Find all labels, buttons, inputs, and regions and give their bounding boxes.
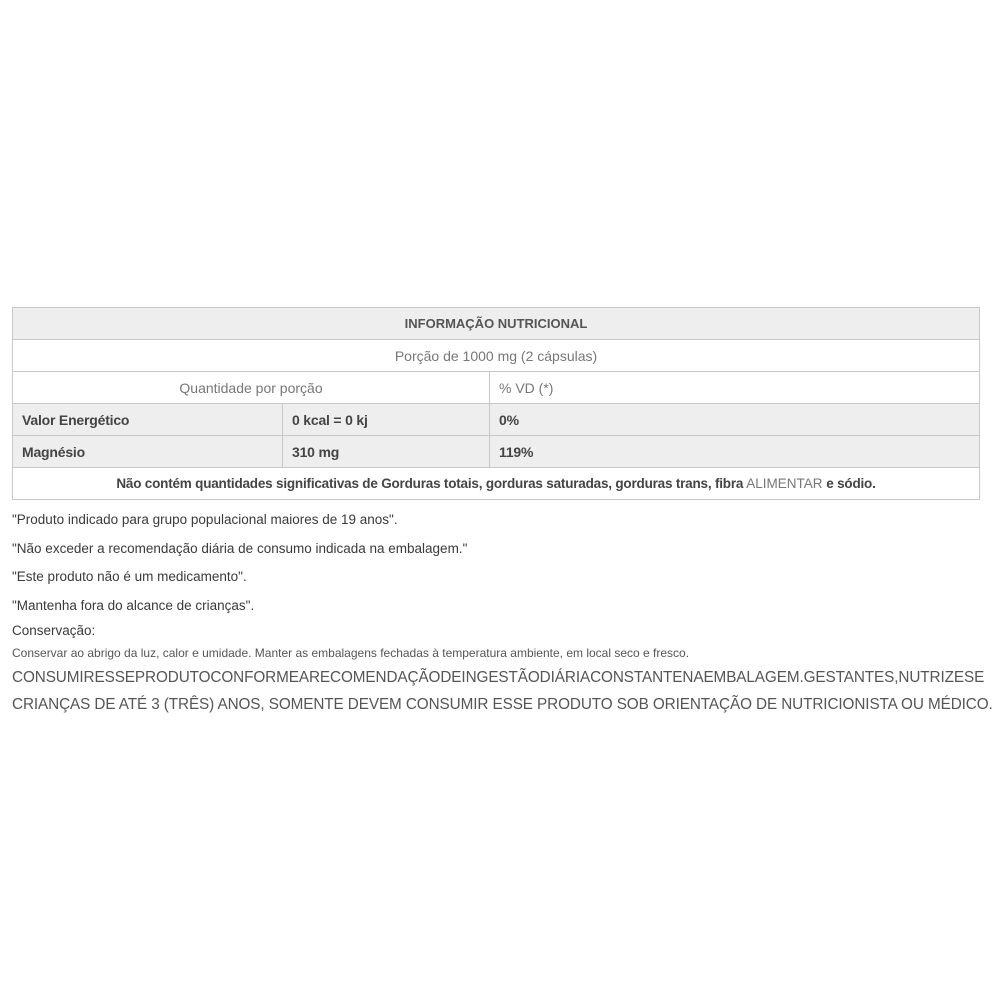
warning-word: ESSE <box>94 669 135 686</box>
conservation-label: Conservação: <box>12 623 96 638</box>
warning-line-1-words <box>12 664 985 691</box>
row-vd: 0% <box>490 404 980 436</box>
row-vd: 119% <box>490 436 980 468</box>
warning-word: NUTRIZES <box>898 669 975 686</box>
row-amount: 0 kcal = 0 kj <box>283 404 490 436</box>
footer-row <box>13 468 980 500</box>
table-title-row <box>13 308 980 340</box>
warning-word: INGESTÃO <box>461 669 540 686</box>
table-row <box>13 436 980 468</box>
nutrition-section <box>12 307 993 718</box>
warning-word: EMBALAGEM. <box>703 669 804 686</box>
warning-word: CONFORME <box>210 669 299 686</box>
note-line: "Mantenha fora do alcance de crianças". <box>12 597 255 613</box>
note-line: "Não exceder a recomendação diária de consumo indicada na embalagem." <box>12 540 468 556</box>
header-quantity: Quantidade por porção <box>13 372 490 404</box>
warning-word: CONSTANTE <box>590 669 683 686</box>
warning-word: PRODUTO <box>134 669 211 686</box>
row-amount: 310 mg <box>283 436 490 468</box>
portion-row <box>13 340 980 372</box>
warning-word: DE <box>440 669 462 686</box>
table-title: INFORMAÇÃO NUTRICIONAL <box>13 308 980 340</box>
row-name: Magnésio <box>13 436 283 468</box>
table-row <box>13 404 980 436</box>
warning-word: E <box>974 669 985 686</box>
warning-word: CONSUMIR <box>12 669 95 686</box>
warning-line-1 <box>12 664 985 691</box>
warning-line-2: CRIANÇAS DE ATÉ 3 (TRÊS) ANOS, SOMENTE DEVEM CONSUMIR ESSE PRODUTO SOB ORIENTAÇÃO DE NUTRICIONISTA OU MÉDICO. <box>12 696 993 713</box>
conservation-text: Conservar ao abrigo da luz, calor e umidade. Manter as embalagens fechadas à temperatura ambiente, em local seco e fresco. <box>12 646 690 660</box>
note-line: "Produto indicado para grupo populacional maiores de 19 anos". <box>12 512 398 527</box>
nutrition-table <box>12 307 980 500</box>
note-line: "Este produto não é um medicamento". <box>12 569 247 584</box>
warning-word: RECOMENDAÇÃO <box>308 669 441 686</box>
footer-light-text: ALIMENTAR <box>746 476 823 491</box>
header-row <box>13 372 980 404</box>
warning-word: A <box>298 669 309 686</box>
notes-block <box>12 506 993 718</box>
warning-word: GESTANTES, <box>803 669 899 686</box>
row-name: Valor Energético <box>13 404 283 436</box>
header-vd: % VD (*) <box>490 372 980 404</box>
footer-end-text: e sódio. <box>826 476 876 491</box>
footer-cell <box>13 468 980 500</box>
portion-text: Porção de 1000 mg (2 cápsulas) <box>13 340 980 372</box>
footer-bold-text: Não contém quantidades significativas de Gorduras totais, gorduras saturadas, gorduras trans, fibra <box>116 476 744 491</box>
warning-word: NA <box>682 669 704 686</box>
warning-word: DIÁRIA <box>539 669 591 686</box>
